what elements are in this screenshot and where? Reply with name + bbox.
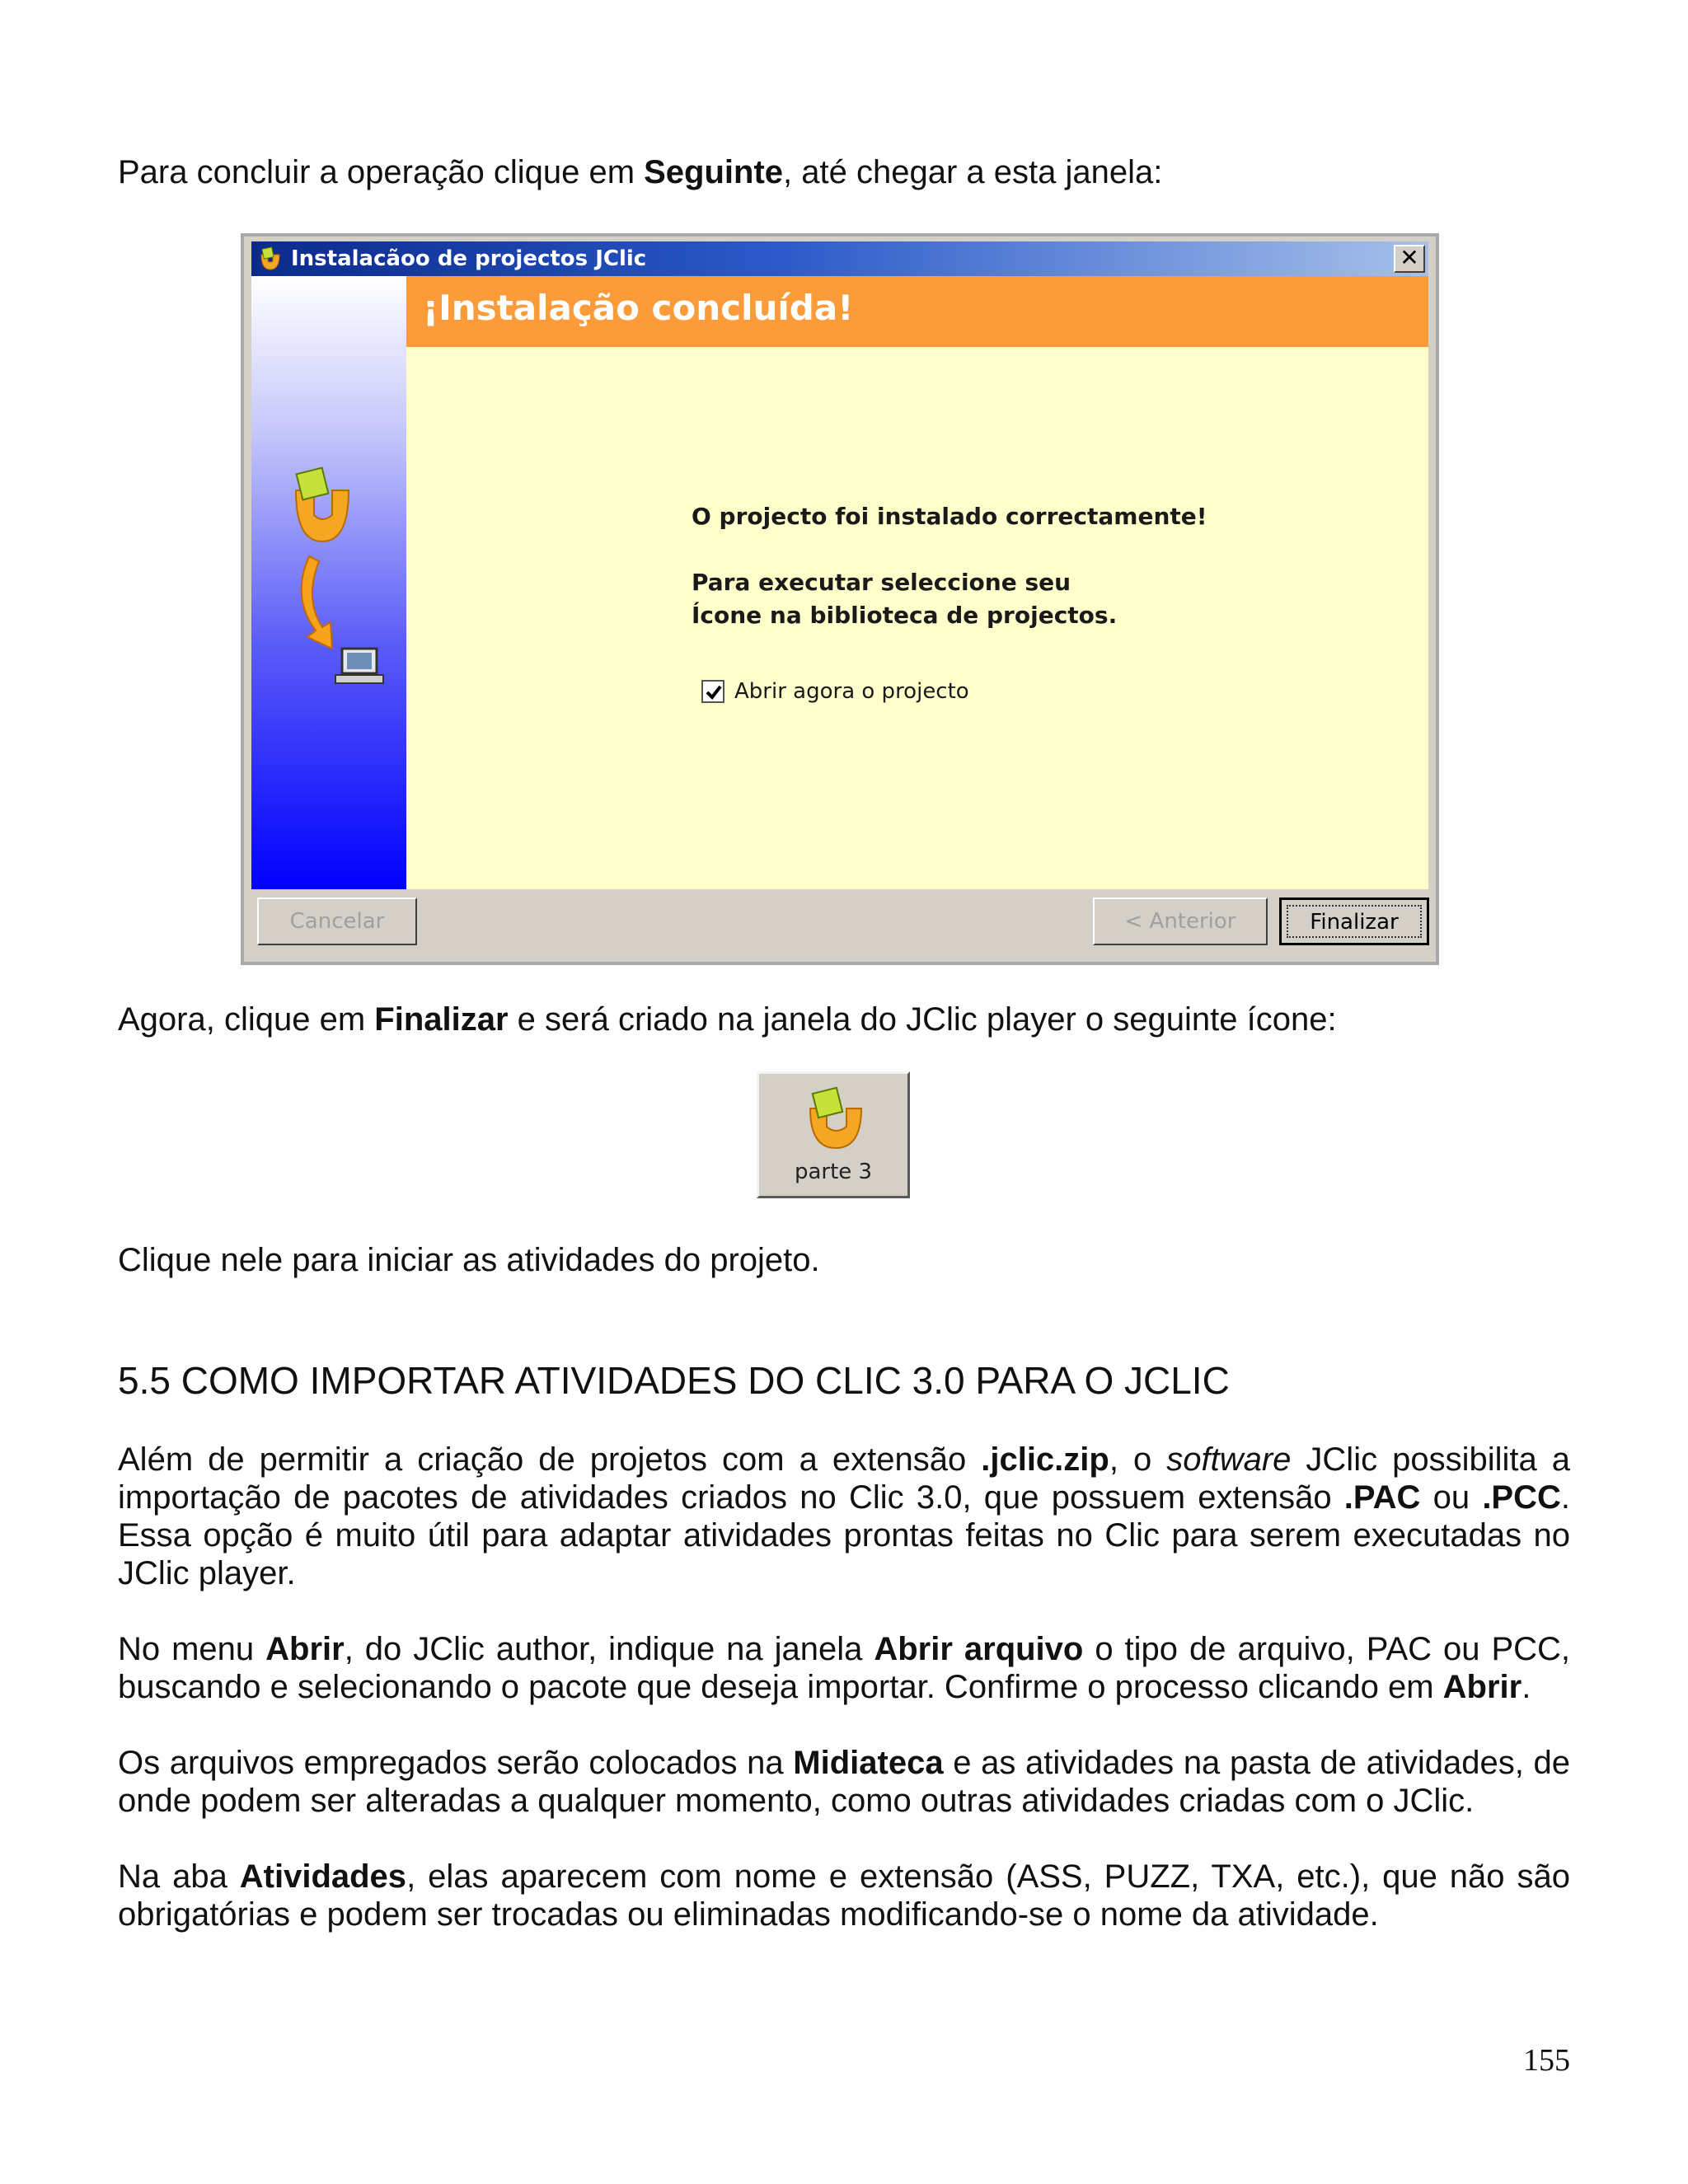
dialog-titlebar bbox=[251, 241, 1428, 276]
project-icon-button[interactable] bbox=[757, 1071, 910, 1198]
paragraph-import: Além de permitir a criação de projetos com a extensão .jclic.zip, o software JClic possibilita a importação de pacotes de atividades criados no Clic 3.0, que possuem extensão .PAC ou .PCC. Essa opção é muito útil para adaptar atividades prontas feitas no Clic para serem executadas no JClic player. bbox=[118, 1441, 1571, 1591]
close-icon: ✕ bbox=[1400, 244, 1419, 271]
install-illustration-icon bbox=[251, 276, 406, 889]
checkmark-icon bbox=[705, 683, 723, 701]
close-button[interactable] bbox=[1394, 245, 1425, 273]
instruction-line-2: Ícone na biblioteca de projectos. bbox=[692, 602, 1118, 629]
after-dialog-paragraph: Agora, clique em Finalizar e será criado na janela do JClic player o seguinte ícone: bbox=[118, 1001, 1337, 1038]
page-number: 155 bbox=[1523, 2043, 1570, 2078]
intro-paragraph: Para concluir a operação clique em Seguinte, até chegar a esta janela: bbox=[118, 154, 1163, 190]
finish-button[interactable] bbox=[1279, 898, 1429, 945]
finish-button-label: Finalizar bbox=[1287, 905, 1422, 938]
previous-button[interactable]: < Anterior bbox=[1093, 898, 1268, 945]
dialog-header bbox=[406, 276, 1428, 347]
instruction-line-1: Para executar seleccione seu bbox=[692, 569, 1071, 596]
header-title: ¡Instalação concluída! bbox=[423, 288, 854, 328]
paragraph-media-library: Os arquivos empregados serão colocados na Midiateca e as atividades na pasta de atividades, de onde podem ser alteradas a qualquer momento, como outras atividades criadas com o JClic. bbox=[118, 1745, 1571, 1819]
side-banner bbox=[251, 276, 406, 889]
installation-dialog bbox=[241, 233, 1439, 965]
cancel-button[interactable]: Cancelar bbox=[257, 898, 417, 945]
project-icon-label: parte 3 bbox=[794, 1160, 873, 1184]
paragraph-open-menu: No menu Abrir, do JClic author, indique na janela Abrir arquivo o tipo de arquivo, PAC ou PCC, buscando e selecionando o pacote que deseja importar. Confirme o processo clicando em Abrir. bbox=[118, 1631, 1571, 1705]
jclic-project-icon bbox=[807, 1085, 865, 1151]
checkbox-label: Abrir agora o projecto bbox=[734, 679, 969, 704]
section-heading: 5.5 COMO IMPORTAR ATIVIDADES DO CLIC 3.0 PARA O JCLIC bbox=[118, 1359, 1230, 1402]
jclic-app-icon bbox=[258, 246, 283, 271]
click-paragraph: Clique nele para iniciar as atividades do projeto. bbox=[118, 1242, 820, 1278]
paragraph-activities-tab: Na aba Atividades, elas aparecem com nome e extensão (ASS, PUZZ, TXA, etc.), que não são obrigatórias e podem ser trocadas ou eliminadas modificando-se o nome da atividade. bbox=[118, 1858, 1570, 1933]
checkbox-box[interactable] bbox=[701, 680, 724, 703]
dialog-title: Instalacãoo de projectos JClic bbox=[291, 246, 647, 271]
dialog-content bbox=[406, 347, 1428, 889]
success-message: O projecto foi instalado correctamente! bbox=[692, 503, 1207, 530]
